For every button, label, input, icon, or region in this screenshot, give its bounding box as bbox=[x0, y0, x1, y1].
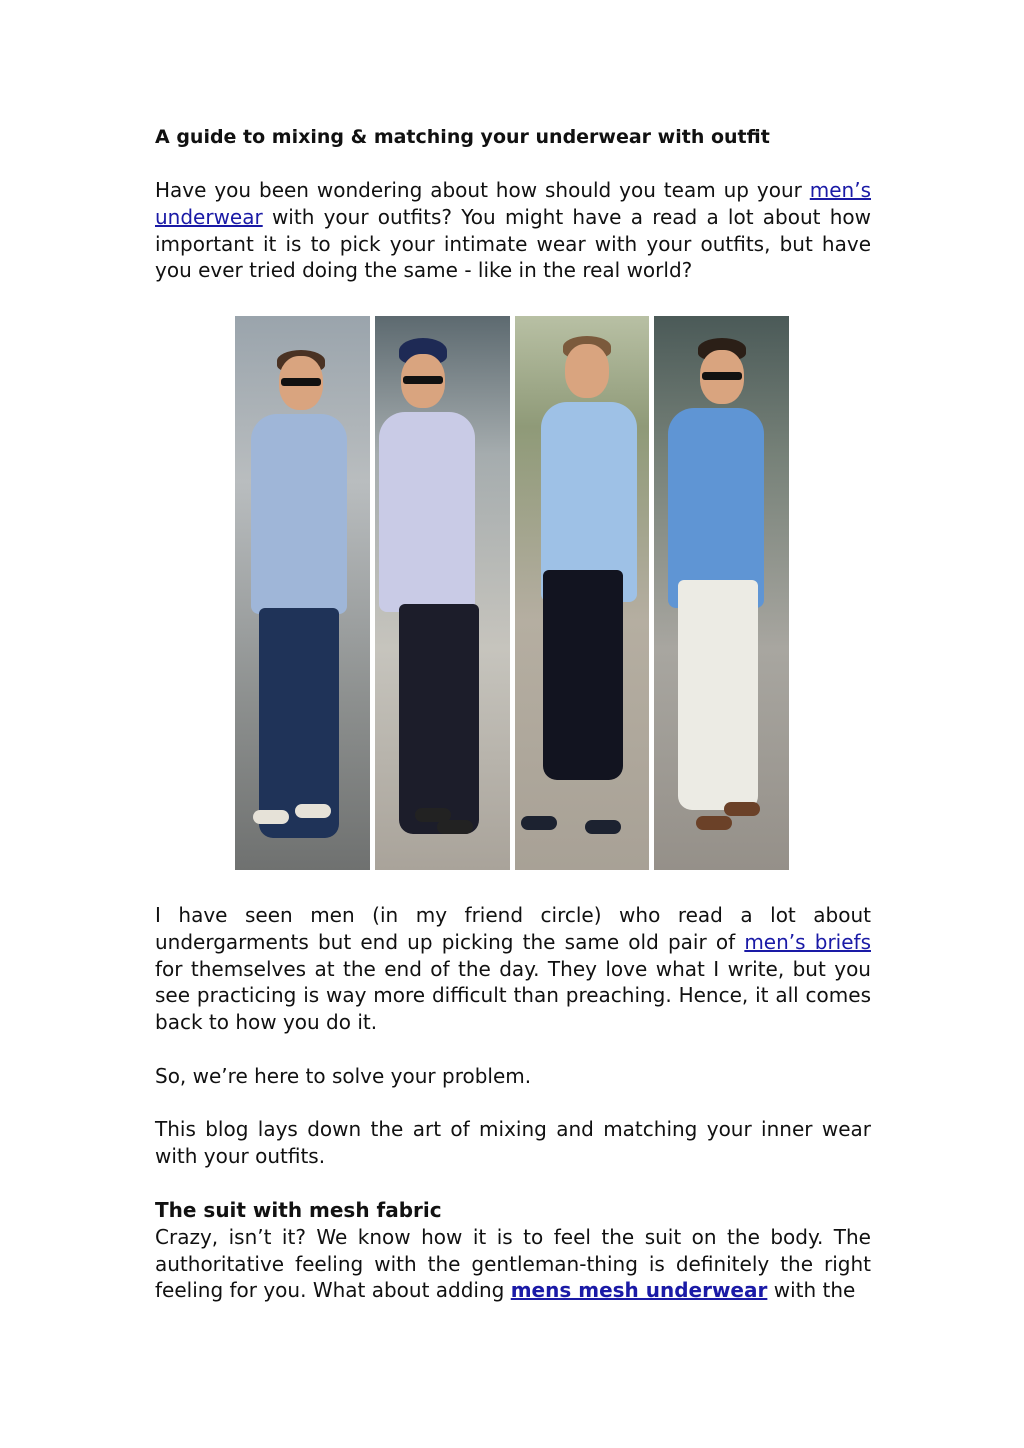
intro-text-end: with your outfits? You might have a read a lot about how important it is to pick your intimate wear with your outfits, but have you ever tried doing the same - like in the real world? bbox=[155, 204, 871, 283]
section-text-end: with the bbox=[767, 1278, 856, 1303]
friends-paragraph bbox=[155, 902, 871, 1036]
outfit-photo-3 bbox=[515, 316, 650, 870]
mens-underwear-link[interactable]: men’s underwear bbox=[155, 178, 871, 229]
blog-intro-paragraph: This blog lays down the art of mixing and matching your inner wear with your outfits. bbox=[155, 1117, 871, 1168]
intro-text-start: Have you been wondering about how should you team up your bbox=[155, 178, 810, 202]
section-heading: The suit with mesh fabric bbox=[155, 1198, 442, 1222]
intro-paragraph bbox=[155, 177, 871, 284]
outfit-photo-collage bbox=[235, 316, 789, 870]
problem-paragraph: So, we’re here to solve your problem. bbox=[155, 1064, 532, 1088]
friends-text-start: I have seen men (in my friend circle) who read a lot about undergarments but end up picking the same old pair of bbox=[155, 903, 871, 954]
suit-mesh-section bbox=[155, 1197, 871, 1304]
section-paragraph bbox=[155, 1224, 871, 1304]
outfit-photo-4 bbox=[654, 316, 789, 870]
mens-briefs-link[interactable]: men’s briefs bbox=[744, 929, 871, 954]
mens-mesh-underwear-link[interactable]: mens mesh underwear bbox=[510, 1278, 768, 1303]
outfit-photo-2 bbox=[375, 316, 510, 870]
section-text-start: Crazy, isn’t it? We know how it is to feel the suit on the body. The authoritative feeling with the gentleman-thing is definitely the right feeling for you. What about adding bbox=[155, 1224, 871, 1303]
outfit-photo-1 bbox=[235, 316, 370, 870]
page-title: A guide to mixing & matching your underwear with outfit bbox=[155, 126, 770, 148]
friends-text-end: for themselves at the end of the day. They love what I write, but you see practicing is way more difficult than preaching. Hence, it all comes back to how you do it. bbox=[155, 956, 871, 1035]
